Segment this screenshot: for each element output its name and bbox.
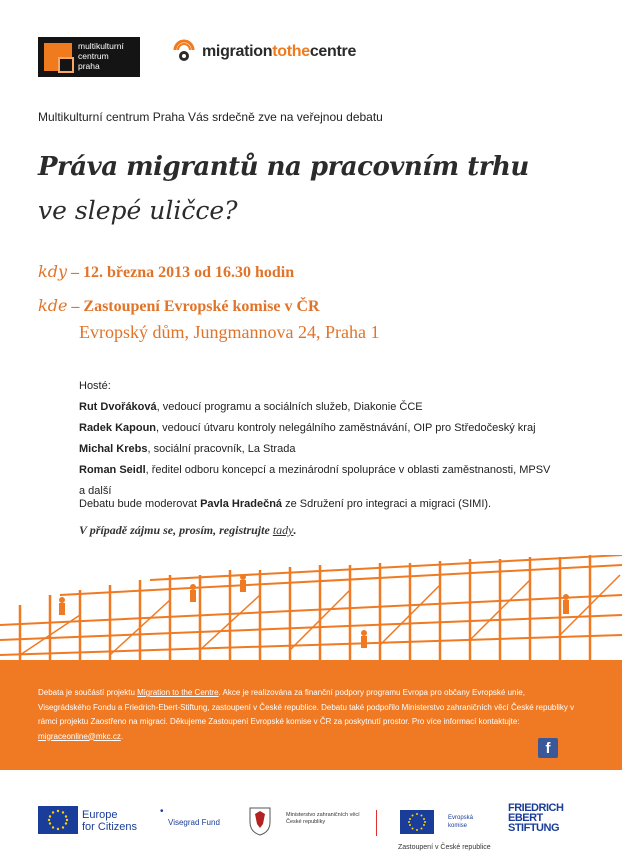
moderator-name: Pavla Hradečná — [200, 498, 283, 510]
migration-logo-text: migrationtothecentre — [202, 43, 357, 60]
email-link[interactable]: migraceonline@mkc.cz — [38, 731, 121, 741]
project-link[interactable]: Migration to the Centre — [137, 688, 219, 697]
invitation-text: Multikulturní centrum Praha Vás srdečně zve na veřejnou debatu — [38, 110, 383, 124]
date-value: – 12. března 2013 od 16.30 hodin — [66, 264, 295, 281]
guest-item: Roman Seidl, ředitel odboru koncepcí a mezinárodní spolupráce v oblasti zaměstnanosti, MPSV — [79, 464, 551, 476]
event-place — [38, 296, 320, 316]
registration-link[interactable]: tady — [272, 523, 294, 537]
guests-list — [79, 376, 579, 502]
event-subtitle: ve slepé uličce? — [38, 196, 238, 225]
migration-logo-icon — [172, 38, 196, 66]
event-title: Práva migrantů na pracovním trhu — [38, 152, 529, 182]
event-address: Evropský dům, Jungmannova 24, Praha 1 — [79, 322, 380, 342]
guest-item: Radek Kapoun, vedoucí útvaru kontroly nelegálního zaměstnávání, OIP pro Středočeský kraj — [79, 422, 536, 434]
mkc-logo-mark — [44, 43, 72, 71]
info-band-text: Debata je součástí projektu Migration to the Centre. Akce je realizována za finanční podpory programu Evropa pro občany Evropské unie, Visegrádského Fondu a Friedrich-Ebert-Stiftung, zastoupení v České republice. Debatu také podpořilo Ministerstvo zahraničních věcí České republiky v rámci projektu Zaostřeno na migraci. Děkujeme Zastoupení Evropské komise v ČR za poskytnutí prostor. Pro více informací kontaktujte: migraceonline@mkc.cz. — [38, 688, 575, 741]
european-commission-subtitle: Zastoupení v České republice — [398, 844, 491, 851]
registration-text: V případě zájmu se, prosím, registrujte tady. — [79, 523, 297, 537]
guest-item: Rut Dvořáková, vedoucí programu a sociálních služeb, Diakonie ČCE — [79, 401, 423, 413]
fes-logo: FRIEDRICH EBERT STIFTUNG — [508, 802, 564, 834]
visegrad-fund-logo: Visegrad Fund — [168, 818, 220, 827]
visegrad-mark-icon: • — [160, 806, 164, 817]
guests-heading: Hosté: — [79, 380, 111, 392]
divider — [376, 810, 377, 836]
czech-crest-icon — [248, 806, 272, 836]
european-commission-flag-icon — [400, 810, 434, 834]
guest-item: Michal Krebs, sociální pracovník, La Strada — [79, 443, 296, 455]
mkc-logo — [38, 37, 140, 77]
facebook-icon[interactable]: f — [538, 738, 558, 758]
mkc-logo-text: multikulturní centrum praha — [78, 41, 124, 71]
place-label: kde — [38, 296, 68, 315]
guests-others: a další — [79, 485, 112, 497]
europe-for-citizens-logo: Europe for Citizens — [82, 809, 138, 833]
moderator-text: Debatu bude moderovat Pavla Hradečná ze Sdružení pro integraci a migraci (SIMI). — [79, 498, 492, 510]
place-value: – Zastoupení Evropské komise v ČR — [67, 298, 320, 315]
eu-flag-icon — [38, 806, 78, 834]
date-label: kdy — [38, 262, 67, 281]
scaffolding-image — [0, 555, 622, 660]
european-commission-logo: Evropská komise — [448, 815, 474, 829]
mzv-logo-text: Ministerstvo zahraničních věcí České republiky — [286, 812, 360, 825]
event-date — [38, 262, 294, 282]
